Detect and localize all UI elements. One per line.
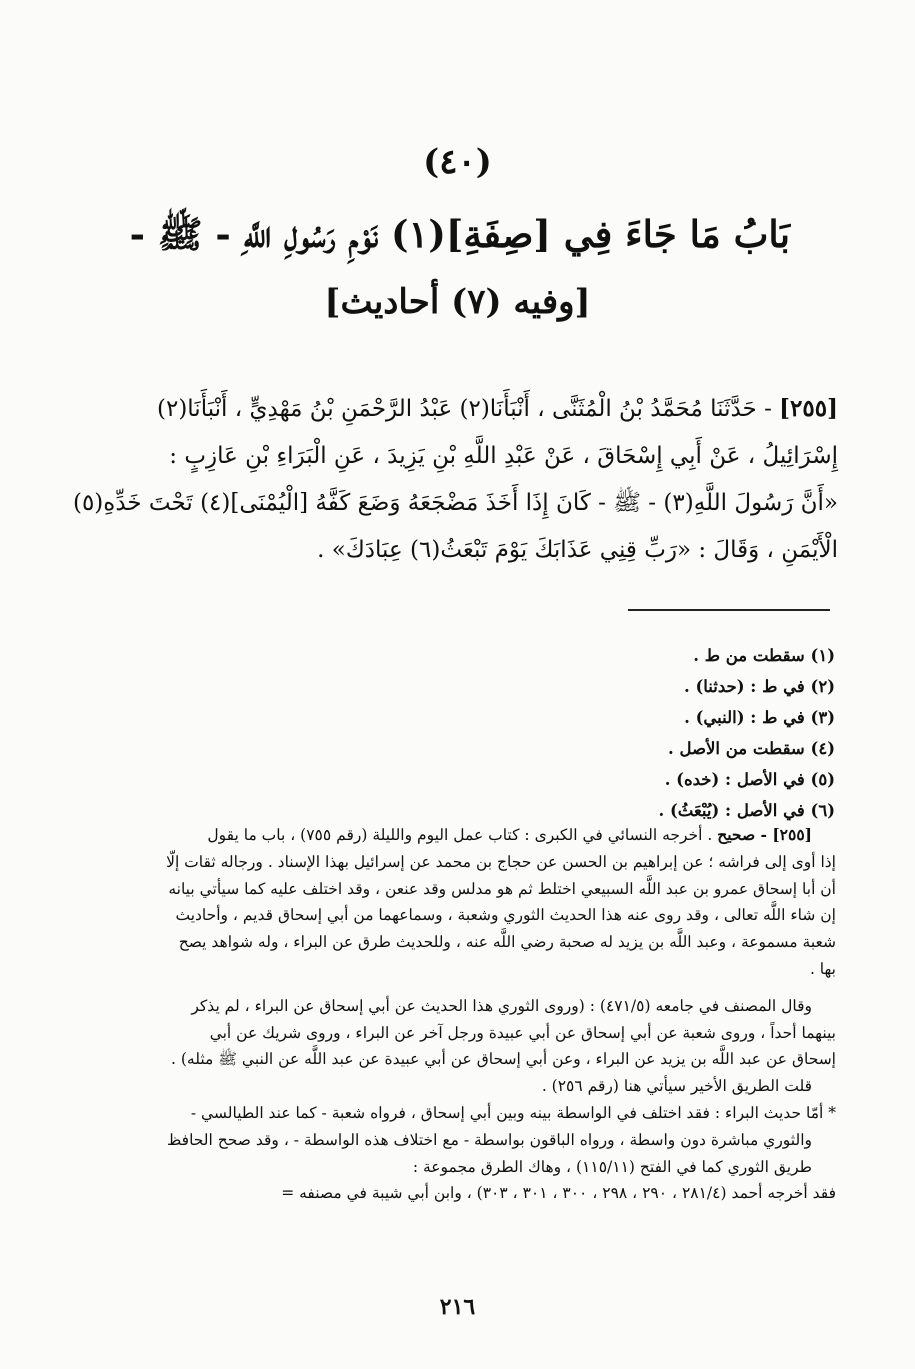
- footnote: (٥) في الأصل : (خده) .: [664, 770, 835, 789]
- commentary-line: طريق الثوري كما في الفتح (١١٥/١١) ، وهاك الطرق مجموعة :: [412, 1157, 812, 1176]
- footnote: (٦) في الأصل : (يُبْعَثُ) .: [658, 801, 835, 820]
- commentary-line: إسحاق عن عبد اللَّه بن يزيد عن البراء ، وعن أبي إسحاق عن أبي عبيدة عن عبد اللَّه عن النبي ﷺ مثله) .: [171, 1050, 836, 1069]
- page-number: ٢١٦: [439, 1294, 476, 1320]
- commentary-line: بها .: [809, 959, 836, 978]
- commentary-line: فقد أخرجه أحمد (٢٨١/٤ ، ٢٩٠ ، ٢٩٨ ، ٣٠٠ ، ٣٠١ ، ٣٠٣) ، وابن أبي شيبة في مصنفه =: [281, 1184, 836, 1203]
- hadith-line: «أَنَّ رَسُولَ اللَّهِ(٣) - ﷺ - كَانَ إِذَا أَخَذَ مَضْجَعَهُ وَضَعَ كَفَّهُ [الْيُمْنَى](٤) تَحْتَ خَدِّهِ(٥): [72, 490, 838, 516]
- hadith-line: [٢٥٥] - حَدَّثَنَا مُحَمَّدُ بْنُ الْمُثَنَّى ، أَنْبَأَنَا(٢) عَبْدُ الرَّحْمَنِ بْنُ مَهْدِيٍّ ، أَنْبَأَنَا(٢): [156, 395, 838, 422]
- footnotes: [490, 640, 835, 826]
- commentary-line: شعبة مسموعة ، وعبد اللَّه بن يزيد له صحبة رضي اللَّه عنه ، وللحديث طرق عن البراء ، وله شواهد يصح: [178, 933, 836, 952]
- commentary-line: إذا أوى إلى فراشه ؛ عن إبراهيم بن الحسن عن حجاج بن محمد عن إسرائيل بهذا الإسناد . ورجاله ثقات إلّا: [166, 852, 836, 871]
- chapter-number: (٤٠): [423, 142, 492, 182]
- commentary-line: والثوري مباشرة دون واسطة ، ورواه الباقون بواسطة - مع اختلاف هذه الواسطة - ، وقد صحح الحافظ: [166, 1130, 812, 1149]
- commentary-line: بينهما أحداً ، وروى شعبة عن أبي إسحاق عن أبي عبيدة ورجل آخر عن البراء ، وروى شريك عن أبي: [209, 1023, 836, 1042]
- footnote-separator: [628, 609, 830, 611]
- commentary-line: إن شاء اللَّه تعالى ، وقد روى عنه هذا الحديث الثوري وشعبة ، وسماعهما من أبي إسحاق قديم ، وأحاديث: [175, 906, 836, 925]
- commentary: [80, 822, 836, 1207]
- chapter-subtitle: [وفيه (٧) أحاديث]: [324, 282, 591, 322]
- footnote: (٢) في ط : (حدثنا) .: [683, 677, 835, 696]
- hadith-line: الْأَيْمَنِ ، وَقَالَ : «رَبِّ قِنِي عَذَابَكَ يَوْمَ تَبْعَثُ(٦) عِبَادَكَ» .: [317, 537, 838, 563]
- commentary-line: وقال المصنف في جامعه (٤٧١/٥) : (وروى الثوري هذا الحديث عن أبي إسحاق عن البراء ، لم يذكر: [191, 996, 812, 1015]
- hadith-text: [72, 385, 838, 574]
- footnote: (٣) في ط : (النبي) .: [684, 708, 835, 727]
- footnote: (٤) سقطت من الأصل .: [667, 739, 835, 758]
- paragraph-gap: [80, 983, 836, 993]
- commentary-label: [٢٥٥] - صحيح: [717, 825, 812, 844]
- commentary-line: قلت الطريق الأخير سيأتي هنا (رقم ٢٥٦) .: [541, 1077, 812, 1096]
- commentary-line: أن أبا إسحاق عمرو بن عبد اللَّه السبيعي اختلط ثم هو مدلس وقد عنعن ، وقد اختلف عليه كما سيأتي بيانه: [168, 879, 836, 898]
- hadith-line: إِسْرَائِيلُ ، عَنْ أَبِي إِسْحَاقَ ، عَنْ عَبْدِ اللَّهِ بْنِ يَزِيدَ ، عَنِ الْبَرَاءِ بْنِ عَازِبٍ :: [169, 443, 838, 469]
- hadith-number: [٢٥٥]: [779, 395, 838, 422]
- commentary-line: [٢٥٥] - صحيح . أخرجه النسائي في الكبرى : كتاب عمل اليوم والليلة (رقم ٧٥٥) ، باب ما يقول: [207, 825, 812, 844]
- commentary-line: * أمّا حديث البراء : فقد اختلف في الواسطة بينه وبين أبي إسحاق ، فرواه شعبة - كما عند الطيالسي -: [190, 1103, 836, 1122]
- chapter-title: بَابُ مَا جَاءَ فِي [صِفَةِ](١) نَوْمِ رَسُولِ اللَّهِ - ﷺ -: [129, 212, 790, 256]
- footnote: (١) سقطت من ط .: [693, 646, 835, 665]
